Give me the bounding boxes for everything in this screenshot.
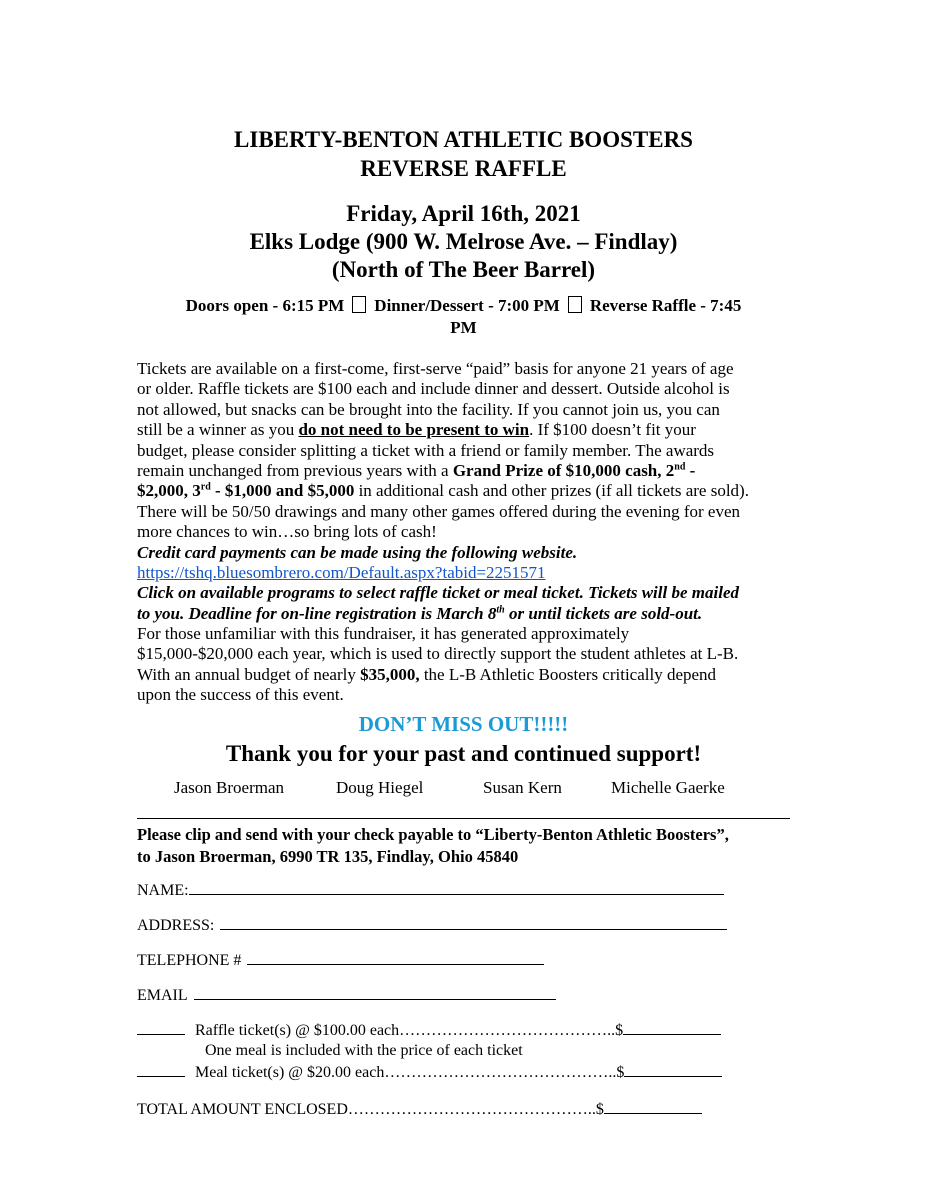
telephone-row <box>137 950 544 971</box>
ordinal-sup: nd <box>674 461 686 473</box>
schedule-pm: PM <box>450 318 477 337</box>
body-line <box>137 481 797 501</box>
meal-row <box>137 1062 722 1083</box>
thank-you-heading: Thank you for your past and continued support! <box>225 741 702 766</box>
body-text: still be a winner as you <box>137 420 299 440</box>
signer-name: Doug Hiegel <box>336 778 424 797</box>
deadline-text: or until tickets are sold-out. <box>504 603 703 623</box>
grand-prize-label: Grand Prize of $10,000 cash, 2 <box>452 460 675 480</box>
meal-qty-field[interactable] <box>137 1062 185 1077</box>
body-line: or older. Raffle tickets are $100 each and include dinner and dessert. Outside alcohol is <box>137 379 730 399</box>
address-label: ADDRESS: <box>137 917 215 934</box>
dash: - <box>685 460 696 480</box>
body-line: For those unfamiliar with this fundraiser, it has generated approximately <box>137 624 630 644</box>
body-line <box>137 420 797 440</box>
registration-link-row <box>137 563 797 583</box>
grand-prize-text <box>453 461 696 480</box>
registration-link[interactable]: https://tshq.bluesombrero.com/Default.aspx?tabid=2251571 <box>137 562 546 582</box>
signer-name: Jason Broerman <box>174 778 285 797</box>
schedule-raffle: Reverse Raffle - 7:45 <box>589 296 742 315</box>
address-field[interactable] <box>220 915 727 930</box>
present-note: do not need to be present to win <box>298 420 530 440</box>
schedule-dinner: Dinner/Dessert - 7:00 PM <box>374 296 560 315</box>
schedule-doors: Doors open - 6:15 PM <box>185 296 345 315</box>
body-line: Tickets are available on a first-come, first-serve “paid” basis for anyone 21 years of age <box>137 359 734 378</box>
body-copy <box>137 359 797 706</box>
signer-name: Michelle Gaerke <box>611 778 725 797</box>
ordinal-sup: rd <box>200 481 211 493</box>
total-label: TOTAL AMOUNT ENCLOSED………………………………………..$ <box>137 1101 604 1118</box>
email-label: EMAIL <box>137 987 188 1004</box>
budget-amount: $35,000, <box>360 664 420 684</box>
name-field[interactable] <box>189 880 724 895</box>
raffle-item-label: Raffle ticket(s) @ $100.00 each…………………………………..$ <box>195 1022 624 1039</box>
raffle-amount-field[interactable] <box>623 1020 721 1035</box>
body-line: upon the success of this event. <box>137 685 344 705</box>
event-date: Friday, April 16th, 2021 <box>346 201 581 226</box>
prize-2nd: $2,000, 3 <box>137 481 201 501</box>
name-row <box>137 880 724 901</box>
raffle-row <box>137 1020 721 1041</box>
meal-item-label: Meal ticket(s) @ $20.00 each……………………………………..$ <box>195 1064 625 1081</box>
event-location: Elks Lodge (900 W. Melrose Ave. – Findlay) <box>249 229 678 254</box>
ordinal-sup: th <box>496 604 505 616</box>
body-text: With an annual budget of nearly <box>137 664 361 684</box>
deadline-note <box>137 604 797 624</box>
org-title: LIBERTY-BENTON ATHLETIC BOOSTERS <box>234 127 693 152</box>
prize-3rd: - $1,000 and $5,000 <box>210 481 355 501</box>
credit-card-note: Credit card payments can be made using the following website. <box>137 542 578 562</box>
name-label: NAME: <box>137 882 189 899</box>
body-text: the L-B Athletic Boosters critically depend <box>419 664 717 684</box>
body-text: . If $100 doesn’t fit your <box>529 420 696 440</box>
body-line: $15,000-$20,000 each year, which is used to directly support the student athletes at L-B. <box>137 644 739 664</box>
dont-miss-out: DON’T MISS OUT!!!!! <box>358 712 569 736</box>
body-line: more chances to win…so bring lots of cash! <box>137 522 437 542</box>
address-row <box>137 915 727 936</box>
checkbox-icon <box>568 296 582 313</box>
event-landmark: (North of The Beer Barrel) <box>331 257 596 282</box>
total-amount-field[interactable] <box>604 1099 702 1114</box>
body-line: There will be 50/50 drawings and many other games offered during the evening for even <box>137 501 740 521</box>
clip-instructions-2: to Jason Broerman, 6990 TR 135, Findlay, Ohio 45840 <box>137 847 519 866</box>
raffle-qty-field[interactable] <box>137 1020 185 1035</box>
deadline-text: to you. Deadline for on-line registration is March 8 <box>137 603 497 623</box>
telephone-field[interactable] <box>247 950 544 965</box>
clip-instructions-1: Please clip and send with your check payable to “Liberty-Benton Athletic Boosters”, <box>137 825 729 844</box>
body-line: not allowed, but snacks can be brought into the facility. If you cannot join us, you can <box>137 399 720 419</box>
signer-name: Susan Kern <box>483 778 562 797</box>
meal-amount-field[interactable] <box>624 1062 722 1077</box>
body-line <box>137 665 797 685</box>
prize-amounts <box>137 481 354 500</box>
schedule-line <box>0 295 927 317</box>
total-row <box>137 1099 702 1120</box>
body-line <box>137 461 797 481</box>
body-line: budget, please consider splitting a ticket with a friend or family member. The awards <box>137 440 715 460</box>
checkbox-icon <box>352 296 366 313</box>
body-text: remain unchanged from previous years with a <box>137 460 453 480</box>
email-row <box>137 985 556 1006</box>
body-text: in additional cash and other prizes (if all tickets are sold). <box>354 481 749 501</box>
email-field[interactable] <box>194 985 556 1000</box>
meal-note: One meal is included with the price of each ticket <box>205 1042 523 1059</box>
telephone-label: TELEPHONE # <box>137 952 242 969</box>
clip-line <box>137 818 790 819</box>
click-instructions: Click on available programs to select raffle ticket or meal ticket. Tickets will be mailed <box>137 583 739 603</box>
event-title: REVERSE RAFFLE <box>360 156 567 181</box>
